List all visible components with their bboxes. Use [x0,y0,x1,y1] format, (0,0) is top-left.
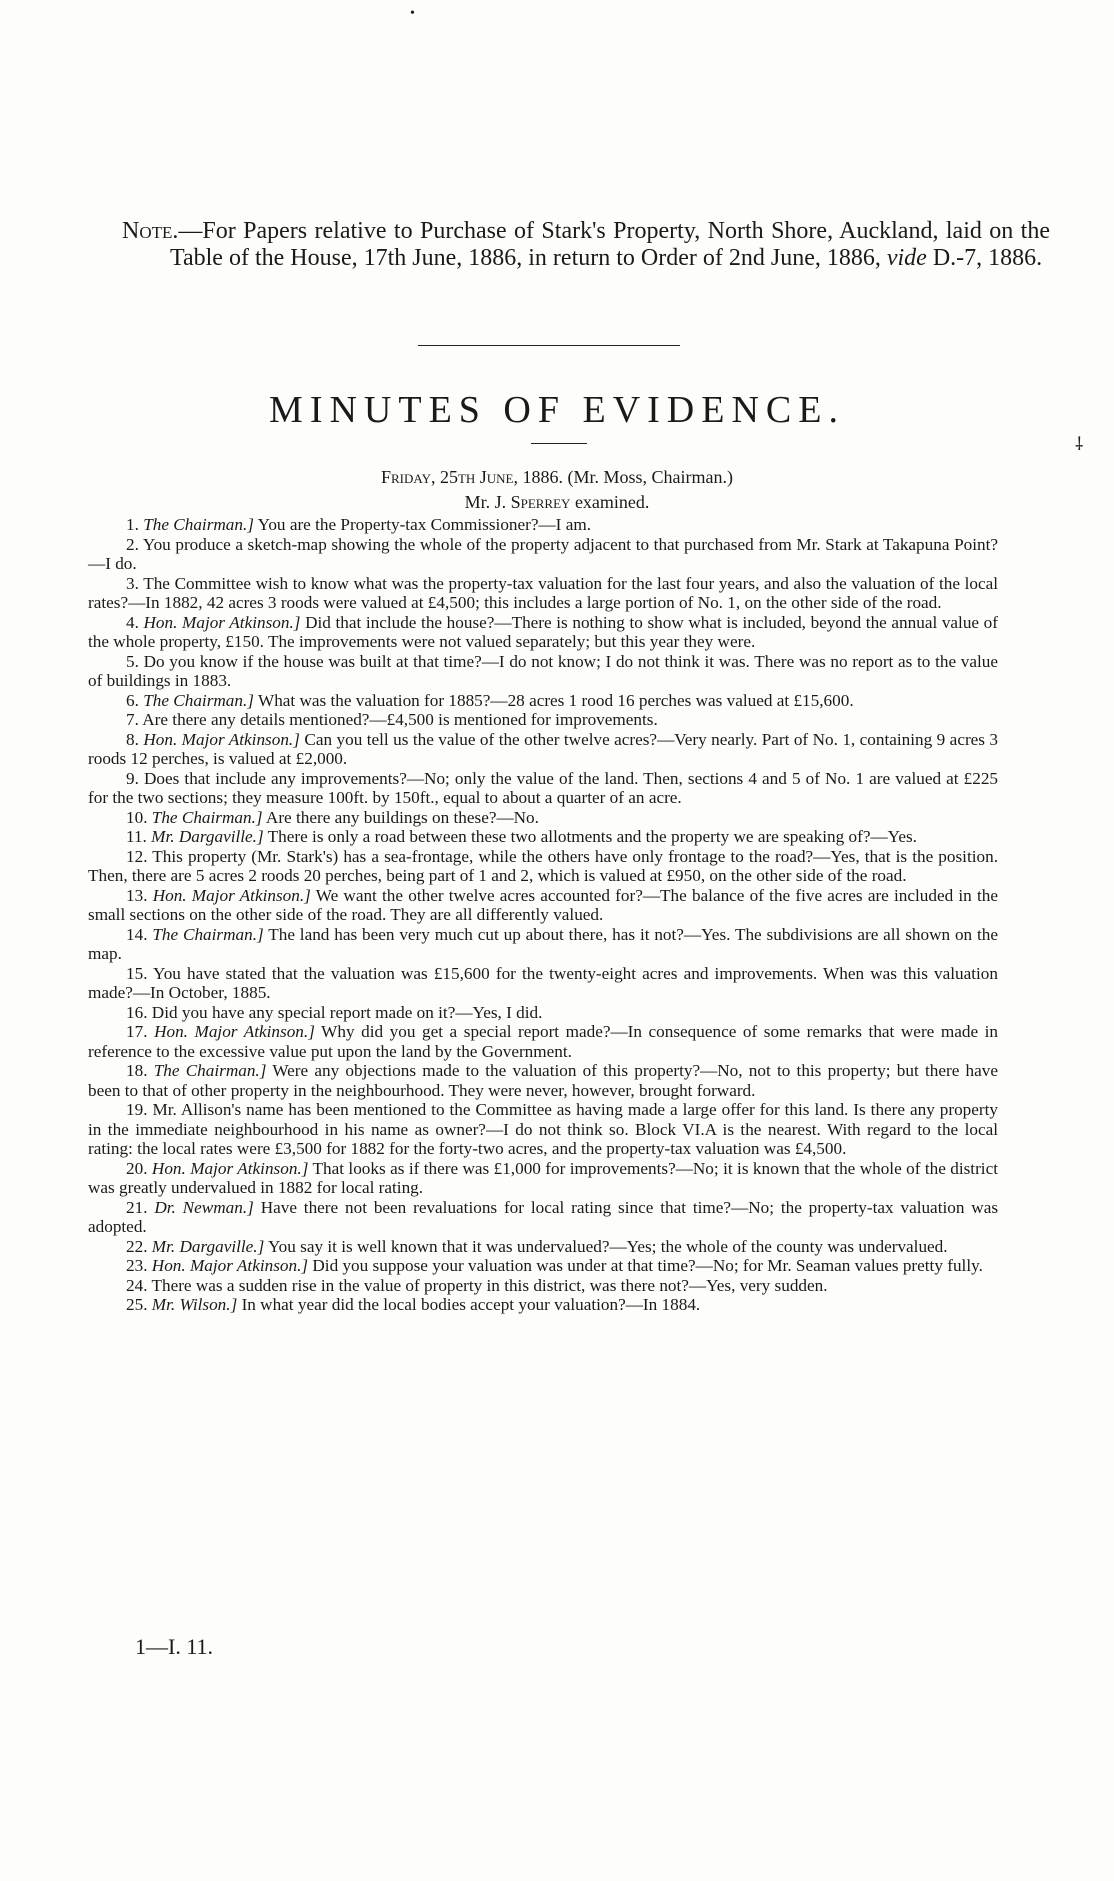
question-number: 22. [126,1236,148,1256]
witness-line [0,491,1114,513]
title-rule [531,443,587,444]
question-number: 9. [126,768,139,788]
question-number: 23. [126,1256,148,1275]
question-text: The land has been very much cut up about there, has it not?—Yes. The subdivisions are all shown on the map. [88,924,998,963]
question-text: This property (Mr. Stark's) has a sea-frontage, while the others have only frontage to the road?—Yes, that is the position. Then, there are 5 acres 2 roods 20 perches, being part of 1 and 2, which is valued at £950, on the other side of the road. [88,846,998,885]
evidence-question [88,808,998,828]
evidence-question [88,1276,998,1296]
question-text: We want the other twelve acres accounted for?—The balance of the five acres are included in the small sections on the other side of the road. They are all differently valued. [88,885,998,924]
evidence-question [88,691,998,711]
question-speaker: The Chairman.] [143,515,254,534]
question-speaker: Mr. Dargaville.] [151,1236,265,1256]
evidence-question [88,1061,998,1100]
question-text: Did you suppose your valuation was under at that time?—No; for Mr. Seaman values pretty fully. [312,1256,983,1275]
evidence-question [88,730,998,769]
question-number: 21. [126,1197,148,1217]
question-text: Are there any buildings on these?—No. [265,807,539,827]
question-text: Why did you get a special report made?—In consequence of some remarks that were made in reference to the excessive value put upon the land by the Government. [88,1022,999,1061]
question-number: 12. [126,846,148,866]
evidence-list [88,515,998,1315]
question-number: 18. [126,1061,148,1080]
witness-prefix: Mr. J. [464,492,507,512]
question-text: Does that include any improvements?—No; only the value of the land. Then, sections 4 and 5 of No. 1 are valued at £225 for the two sections; they measure 100ft. by 150ft., equal to about a quarter of an acre. [88,768,999,807]
question-number: 6. [126,690,139,710]
question-number: 25. [126,1295,148,1314]
question-number: 19. [126,1100,148,1119]
question-number: 1. [126,515,139,534]
evidence-question [88,535,998,574]
sitting-rest: 1886. (Mr. Moss, Chairman.) [522,467,734,487]
question-text: Are there any details mentioned?—£4,500 is mentioned for improvements. [142,710,658,729]
evidence-question [88,827,998,847]
question-number: 11. [126,827,147,846]
question-speaker: The Chairman.] [153,1061,267,1080]
question-speaker: Dr. Newman.] [154,1197,254,1217]
section-rule [418,345,680,346]
question-number: 10. [126,807,148,827]
margin-mark: ⸸ [1075,434,1084,454]
question-text: There was a sudden rise in the value of property in this district, was there not?—Yes, very sudden. [151,1275,828,1295]
question-text: In what year did the local bodies accept your valuation?—In 1884. [241,1295,701,1314]
evidence-question [88,515,998,535]
sitting-day: Friday, 25th June, [380,467,519,487]
question-text: The Committee wish to know what was the property-tax valuation for the last four years, and also the valuation of the local rates?—In 1882, 42 acres 3 roods were valued at £4,500; this includes a large portion of No. 1, on the other side of the road. [88,573,998,612]
sitting-line [0,466,1114,488]
evidence-question [88,769,998,808]
note-ref: D.-7, 1886. [932,245,1043,271]
question-text: Did that include the house?—There is nothing to show what is included, beyond the annual value of the whole property, £150. The improvements were not valued separately; but this year they were. [88,612,998,651]
question-number: 4. [126,612,139,632]
evidence-question [88,1295,998,1315]
question-text: Did you have any special report made on it?—Yes, I did. [151,1002,543,1022]
page-title: MINUTES OF EVIDENCE. [269,389,845,431]
witness-name: Sperrey [510,492,571,512]
note-label: Note [122,218,173,244]
question-speaker: Hon. Major Atkinson.] [143,729,300,749]
evidence-question [88,1198,998,1237]
question-number: 2. [126,534,139,554]
evidence-question [88,1237,998,1257]
evidence-question [88,652,998,691]
question-number: 17. [126,1022,148,1041]
question-text: Mr. Allison's name has been mentioned to the Committee as having made a large offer for this land. Is there any property in the immediate neighbourhood in his name as owner?—I do not think so. Block VI.A is the nearest. With regard to the local rating: the local rates were £3,500 for 1882 for the forty-two acres, and the property-tax valuation was £4,500. [88,1100,999,1158]
question-text: Can you tell us the value of the other twelve acres?—Very nearly. Part of No. 1, containing 9 acres 3 roods 12 perches, is valued at £2,000. [88,729,999,768]
evidence-question [88,964,998,1003]
question-speaker: Hon. Major Atkinson.] [152,885,311,905]
question-speaker: The Chairman.] [151,807,263,827]
question-number: 14. [126,924,148,944]
question-text: Were any objections made to the valuation of this property?—No, not to this property; but there have been to that of other property in the neighbourhood. They were never, however, brought forward. [88,1061,998,1100]
question-number: 8. [126,729,139,749]
question-speaker: Mr. Wilson.] [151,1295,238,1314]
question-text: That looks as if there was £1,000 for improvements?—No; it is known that the whole of the district was greatly undervalued in 1882 for local rating. [88,1158,998,1197]
evidence-question [88,613,998,652]
evidence-question [88,574,998,613]
question-number: 5. [126,651,139,671]
question-text: You are the Property-tax Commissioner?—I am. [257,515,591,534]
question-number: 16. [126,1002,148,1022]
question-text: You say it is well known that it was undervalued?—Yes; the whole of the county was undervalued. [267,1236,948,1256]
evidence-question [88,710,998,730]
note-text: .—For Papers relative to Purchase of Stark's Property, North Shore, Auckland, laid on the Table of the House, 17th June, 1886, in return to Order of 2nd June, 1886, [170,218,1050,271]
question-speaker: Hon. Major Atkinson.] [154,1022,315,1041]
evidence-question [88,1003,998,1023]
evidence-question [88,1022,998,1061]
question-number: 13. [126,885,148,905]
question-speaker: Hon. Major Atkinson.] [151,1256,309,1275]
page-footer: 1—I. 11. [135,1634,214,1659]
question-speaker: Hon. Major Atkinson.] [151,1158,309,1178]
note-vide: vide [886,245,927,271]
question-speaker: Mr. Dargaville.] [151,827,264,846]
question-speaker: Hon. Major Atkinson.] [143,612,301,632]
evidence-question [88,1100,998,1159]
question-speaker: The Chairman.] [143,690,254,710]
question-text: Do you know if the house was built at that time?—I do not know; I do not think it was. There was no report as to the value of buildings in 1883. [88,651,999,690]
evidence-question [88,886,998,925]
evidence-question [88,1159,998,1198]
question-text: You have stated that the valuation was £15,600 for the twenty-eight acres and improvements. When was this valuation made?—In October, 1885. [88,963,998,1002]
note-paragraph [122,218,1050,272]
witness-suffix: examined. [574,492,650,512]
question-text: Have there not been revaluations for local rating since that time?—No; the property-tax valuation was adopted. [88,1197,999,1236]
evidence-question [88,847,998,886]
question-text: You produce a sketch-map showing the whole of the property adjacent to that purchased from Mr. Stark at Takapuna Point?—I do. [88,534,998,573]
question-number: 3. [126,573,139,593]
question-text: There is only a road between these two allotments and the property we are speaking of?—Yes. [267,827,917,846]
header-mark: • [410,6,415,21]
question-number: 7. [126,710,139,729]
question-speaker: The Chairman.] [152,924,264,944]
question-number: 15. [126,963,148,983]
question-number: 24. [126,1275,148,1295]
question-text: What was the valuation for 1885?—28 acres 1 rood 16 perches was valued at £15,600. [257,690,854,710]
evidence-question [88,925,998,964]
evidence-question [88,1256,998,1276]
question-number: 20. [126,1158,148,1178]
